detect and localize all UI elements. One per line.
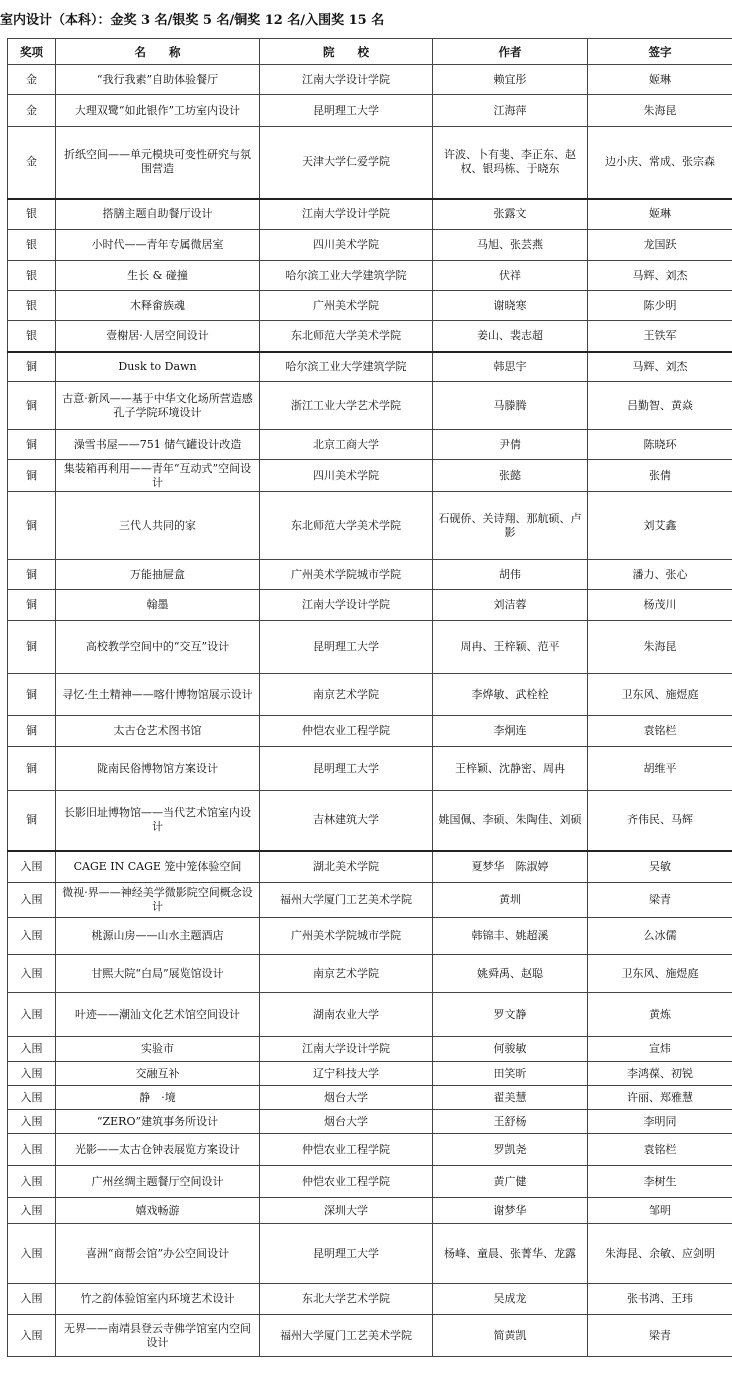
school-cell: 仲恺农业工程学院	[260, 716, 433, 747]
award-cell: 金	[8, 127, 56, 199]
school-cell: 南京艺术学院	[260, 674, 433, 716]
table-row	[8, 674, 732, 716]
table-row	[8, 261, 732, 291]
author-cell: 李烨敏、武栓栓	[433, 674, 588, 716]
author-cell: 姜山、裴志超	[433, 321, 588, 352]
sign-cell: 潘力、张心	[588, 560, 732, 590]
table-row	[8, 1037, 732, 1062]
author-cell: 吴成龙	[433, 1284, 588, 1315]
table-row	[8, 1134, 732, 1166]
table-row	[8, 1284, 732, 1315]
title-cell: 大理双鹭“如此银作”工坊室内设计	[56, 95, 260, 127]
award-cell: 银	[8, 291, 56, 321]
school-cell: 烟台大学	[260, 1086, 433, 1110]
award-cell: 金	[8, 95, 56, 127]
award-cell: 铜	[8, 382, 56, 430]
sign-cell: 边小庆、常成、张宗森	[588, 127, 732, 199]
table-row	[8, 621, 732, 674]
sign-cell: 李鸿葆、初锐	[588, 1062, 732, 1086]
table-row	[8, 747, 732, 791]
table-row	[8, 65, 732, 95]
award-cell: 铜	[8, 492, 56, 560]
author-cell: 王舒杨	[433, 1110, 588, 1134]
author-cell: 罗文静	[433, 993, 588, 1037]
school-cell: 哈尔滨工业大学建筑学院	[260, 352, 433, 382]
table-row	[8, 1315, 732, 1357]
sign-cell: 齐伟民、马辉	[588, 791, 732, 851]
award-cell: 铜	[8, 747, 56, 791]
award-cell: 铜	[8, 716, 56, 747]
author-cell: 何骏敏	[433, 1037, 588, 1062]
award-cell: 入围	[8, 1037, 56, 1062]
award-cell: 银	[8, 230, 56, 261]
title-cell: 三代人共同的家	[56, 492, 260, 560]
table-row	[8, 851, 732, 883]
author-cell: 翟美慧	[433, 1086, 588, 1110]
school-cell: 北京工商大学	[260, 430, 433, 460]
award-cell: 入围	[8, 1086, 56, 1110]
author-cell: 黄圳	[433, 883, 588, 918]
table-row	[8, 716, 732, 747]
school-cell: 四川美术学院	[260, 460, 433, 492]
title-cell: 折纸空间——单元模块可变性研究与氛围营造	[56, 127, 260, 199]
author-cell: 周冉、王梓颖、范平	[433, 621, 588, 674]
sign-cell: 袁铭栏	[588, 1134, 732, 1166]
award-cell: 入围	[8, 1198, 56, 1224]
award-cell: 金	[8, 65, 56, 95]
title-cell: 竹之韵体验馆室内环境艺术设计	[56, 1284, 260, 1315]
author-cell: 姚舜禹、赵聪	[433, 955, 588, 993]
award-cell: 入围	[8, 918, 56, 955]
author-cell: 张露文	[433, 199, 588, 230]
school-cell: 湖南农业大学	[260, 993, 433, 1037]
award-cell: 铜	[8, 791, 56, 851]
header-name: 名 称	[56, 39, 260, 65]
sign-cell: 李明同	[588, 1110, 732, 1134]
school-cell: 昆明理工大学	[260, 1224, 433, 1284]
author-cell: 王梓颖、沈静密、周冉	[433, 747, 588, 791]
author-cell: 姚国佩、李硕、朱陶佳、刘硕	[433, 791, 588, 851]
author-cell: 田笑昕	[433, 1062, 588, 1086]
header-award: 奖项	[8, 39, 56, 65]
sign-cell: 梁青	[588, 1315, 732, 1357]
school-cell: 南京艺术学院	[260, 955, 433, 993]
sign-cell: 胡维平	[588, 747, 732, 791]
school-cell: 东北师范大学美术学院	[260, 321, 433, 352]
school-cell: 东北大学艺术学院	[260, 1284, 433, 1315]
sign-cell: 龙国跃	[588, 230, 732, 261]
sign-cell: 王铁军	[588, 321, 732, 352]
table-row	[8, 492, 732, 560]
title-cell: 寻忆·生土精神——喀什博物馆展示设计	[56, 674, 260, 716]
title-cell: 桃源山房——山水主题酒店	[56, 918, 260, 955]
author-cell: 李炯连	[433, 716, 588, 747]
award-cell: 铜	[8, 621, 56, 674]
school-cell: 东北师范大学美术学院	[260, 492, 433, 560]
table-row	[8, 1062, 732, 1086]
award-cell: 入围	[8, 883, 56, 918]
school-cell: 江南大学设计学院	[260, 590, 433, 621]
table-row	[8, 1224, 732, 1284]
sign-cell: 黄炼	[588, 993, 732, 1037]
award-cell: 铜	[8, 560, 56, 590]
award-cell: 铜	[8, 430, 56, 460]
title-cell: 广州丝绸主题餐厅空间设计	[56, 1166, 260, 1198]
award-cell: 入围	[8, 993, 56, 1037]
title-cell: 静 ·境	[56, 1086, 260, 1110]
title-cell: 太古仓艺术图书馆	[56, 716, 260, 747]
table-row	[8, 883, 732, 918]
table-header-row	[8, 39, 732, 65]
award-cell: 入围	[8, 1315, 56, 1357]
award-cell: 入围	[8, 955, 56, 993]
table-row	[8, 1166, 732, 1198]
table-row	[8, 460, 732, 492]
school-cell: 仲恺农业工程学院	[260, 1134, 433, 1166]
title-cell: 古意·新风——基于中华文化场所营造感孔子学院环境设计	[56, 382, 260, 430]
table-row	[8, 291, 732, 321]
author-cell: 伏祥	[433, 261, 588, 291]
title-cell: 壹榭居·人居空间设计	[56, 321, 260, 352]
sign-cell: 卫东风、施煜庭	[588, 674, 732, 716]
award-cell: 铜	[8, 460, 56, 492]
title-cell: 甘熙大院“白局”展览馆设计	[56, 955, 260, 993]
sign-cell: 张倩	[588, 460, 732, 492]
author-cell: 谢梦华	[433, 1198, 588, 1224]
author-cell: 夏梦华 陈淑婷	[433, 851, 588, 883]
school-cell: 天津大学仁爱学院	[260, 127, 433, 199]
header-author: 作者	[433, 39, 588, 65]
sign-cell: 马辉、刘杰	[588, 352, 732, 382]
table-row	[8, 955, 732, 993]
table-row	[8, 430, 732, 460]
title-cell: 翰墨	[56, 590, 260, 621]
author-cell: 胡伟	[433, 560, 588, 590]
award-cell: 铜	[8, 674, 56, 716]
title-cell: 生长 & 碰撞	[56, 261, 260, 291]
school-cell: 昆明理工大学	[260, 621, 433, 674]
sign-cell: 朱海昆、余敏、应剑明	[588, 1224, 732, 1284]
school-cell: 深圳大学	[260, 1198, 433, 1224]
title-cell: 光影——太古仓钟表展览方案设计	[56, 1134, 260, 1166]
table-row	[8, 560, 732, 590]
title-cell: 万能抽屉盒	[56, 560, 260, 590]
school-cell: 福州大学厦门工艺美术学院	[260, 883, 433, 918]
author-cell: 简黄凯	[433, 1315, 588, 1357]
title-cell: 长影旧址博物馆——当代艺术馆室内设计	[56, 791, 260, 851]
author-cell: 马旭、张芸燕	[433, 230, 588, 261]
sign-cell: 宣炜	[588, 1037, 732, 1062]
author-cell: 罗凯尧	[433, 1134, 588, 1166]
title-cell: 集装箱再利用——青年“互动式”空间设计	[56, 460, 260, 492]
sign-cell: 袁铭栏	[588, 716, 732, 747]
title-cell: 搭膳主题自助餐厅设计	[56, 199, 260, 230]
school-cell: 江南大学设计学院	[260, 199, 433, 230]
title-cell: “ZERO”建筑事务所设计	[56, 1110, 260, 1134]
sign-cell: 刘艾鑫	[588, 492, 732, 560]
table-row	[8, 95, 732, 127]
school-cell: 四川美术学院	[260, 230, 433, 261]
title-cell: 叶迹——潮汕文化艺术馆空间设计	[56, 993, 260, 1037]
table-row	[8, 791, 732, 851]
table-row	[8, 1198, 732, 1224]
award-cell: 铜	[8, 590, 56, 621]
sign-cell: 梁青	[588, 883, 732, 918]
award-cell: 铜	[8, 352, 56, 382]
sign-cell: 陈晓环	[588, 430, 732, 460]
table-row	[8, 1086, 732, 1110]
sign-cell: 卫东风、施煜庭	[588, 955, 732, 993]
table-row	[8, 352, 732, 382]
table-row	[8, 382, 732, 430]
author-cell: 韩锦丰、姚超溪	[433, 918, 588, 955]
school-cell: 吉林建筑大学	[260, 791, 433, 851]
table-row	[8, 321, 732, 352]
author-cell: 谢晓寒	[433, 291, 588, 321]
sign-cell: 么冰儒	[588, 918, 732, 955]
table-row	[8, 590, 732, 621]
school-cell: 昆明理工大学	[260, 747, 433, 791]
award-cell: 银	[8, 261, 56, 291]
author-cell: 张懿	[433, 460, 588, 492]
award-cell: 入围	[8, 1224, 56, 1284]
school-cell: 福州大学厦门工艺美术学院	[260, 1315, 433, 1357]
school-cell: 广州美术学院城市学院	[260, 560, 433, 590]
award-cell: 银	[8, 321, 56, 352]
title-cell: CAGE IN CAGE 笼中笼体验空间	[56, 851, 260, 883]
school-cell: 江南大学设计学院	[260, 1037, 433, 1062]
title-cell: 木释畲族魂	[56, 291, 260, 321]
author-cell: 马滕腾	[433, 382, 588, 430]
school-cell: 仲恺农业工程学院	[260, 1166, 433, 1198]
author-cell: 韩思宇	[433, 352, 588, 382]
sign-cell: 张书鸿、王玮	[588, 1284, 732, 1315]
title-cell: 微视·界——神经美学微影院空间概念设计	[56, 883, 260, 918]
title-cell: 小时代——青年专属微居室	[56, 230, 260, 261]
school-cell: 浙江工业大学艺术学院	[260, 382, 433, 430]
awards-table	[7, 38, 732, 1357]
sign-cell: 陈少明	[588, 291, 732, 321]
title-cell: 高校教学空间中的“交互”设计	[56, 621, 260, 674]
sign-cell: 许丽、郑雅慧	[588, 1086, 732, 1110]
header-sign: 签字	[588, 39, 732, 65]
header-school: 院 校	[260, 39, 433, 65]
title-cell: Dusk to Dawn	[56, 352, 260, 382]
school-cell: 昆明理工大学	[260, 95, 433, 127]
table-row	[8, 1110, 732, 1134]
author-cell: 石砚侨、关诗翔、那航硕、卢影	[433, 492, 588, 560]
title-cell: 交融互补	[56, 1062, 260, 1086]
school-cell: 广州美术学院城市学院	[260, 918, 433, 955]
author-cell: 杨峰、童晨、张菁华、龙露	[433, 1224, 588, 1284]
title-cell: 澡雪书屋——751 储气罐设计改造	[56, 430, 260, 460]
school-cell: 湖北美术学院	[260, 851, 433, 883]
title-cell: 无界——南靖县登云寺佛学馆室内空间设计	[56, 1315, 260, 1357]
table-row	[8, 199, 732, 230]
award-cell: 入围	[8, 851, 56, 883]
award-cell: 入围	[8, 1166, 56, 1198]
school-cell: 哈尔滨工业大学建筑学院	[260, 261, 433, 291]
award-cell: 入围	[8, 1284, 56, 1315]
sign-cell: 李树生	[588, 1166, 732, 1198]
award-cell: 入围	[8, 1134, 56, 1166]
school-cell: 辽宁科技大学	[260, 1062, 433, 1086]
school-cell: 广州美术学院	[260, 291, 433, 321]
award-cell: 入围	[8, 1062, 56, 1086]
school-cell: 烟台大学	[260, 1110, 433, 1134]
table-row	[8, 127, 732, 199]
title-cell: 喜洲“商帮会馆”办公空间设计	[56, 1224, 260, 1284]
page-title: 室内设计（本科）：金奖 3 名/银奖 5 名/铜奖 12 名/入围奖 15 名	[0, 13, 385, 28]
title-cell: 嬉戏畅游	[56, 1198, 260, 1224]
sign-cell: 马辉、刘杰	[588, 261, 732, 291]
author-cell: 许波、卜有斐、李正东、赵权、银玛栋、于晓东	[433, 127, 588, 199]
author-cell: 黄广健	[433, 1166, 588, 1198]
title-cell: “我行我素”自助体验餐厅	[56, 65, 260, 95]
sign-cell: 吴敏	[588, 851, 732, 883]
school-cell: 江南大学设计学院	[260, 65, 433, 95]
sign-cell: 吕勤智、黄焱	[588, 382, 732, 430]
sign-cell: 姬琳	[588, 199, 732, 230]
title-cell: 实验市	[56, 1037, 260, 1062]
title-cell: 陇南民俗博物馆方案设计	[56, 747, 260, 791]
author-cell: 尹倩	[433, 430, 588, 460]
sign-cell: 朱海昆	[588, 621, 732, 674]
sign-cell: 姬琳	[588, 65, 732, 95]
sign-cell: 杨茂川	[588, 590, 732, 621]
sign-cell: 朱海昆	[588, 95, 732, 127]
sign-cell: 邹明	[588, 1198, 732, 1224]
table-row	[8, 230, 732, 261]
award-cell: 银	[8, 199, 56, 230]
author-cell: 江海萍	[433, 95, 588, 127]
award-cell: 入围	[8, 1110, 56, 1134]
table-row	[8, 918, 732, 955]
table-row	[8, 993, 732, 1037]
author-cell: 刘洁蓉	[433, 590, 588, 621]
author-cell: 赖宜彤	[433, 65, 588, 95]
